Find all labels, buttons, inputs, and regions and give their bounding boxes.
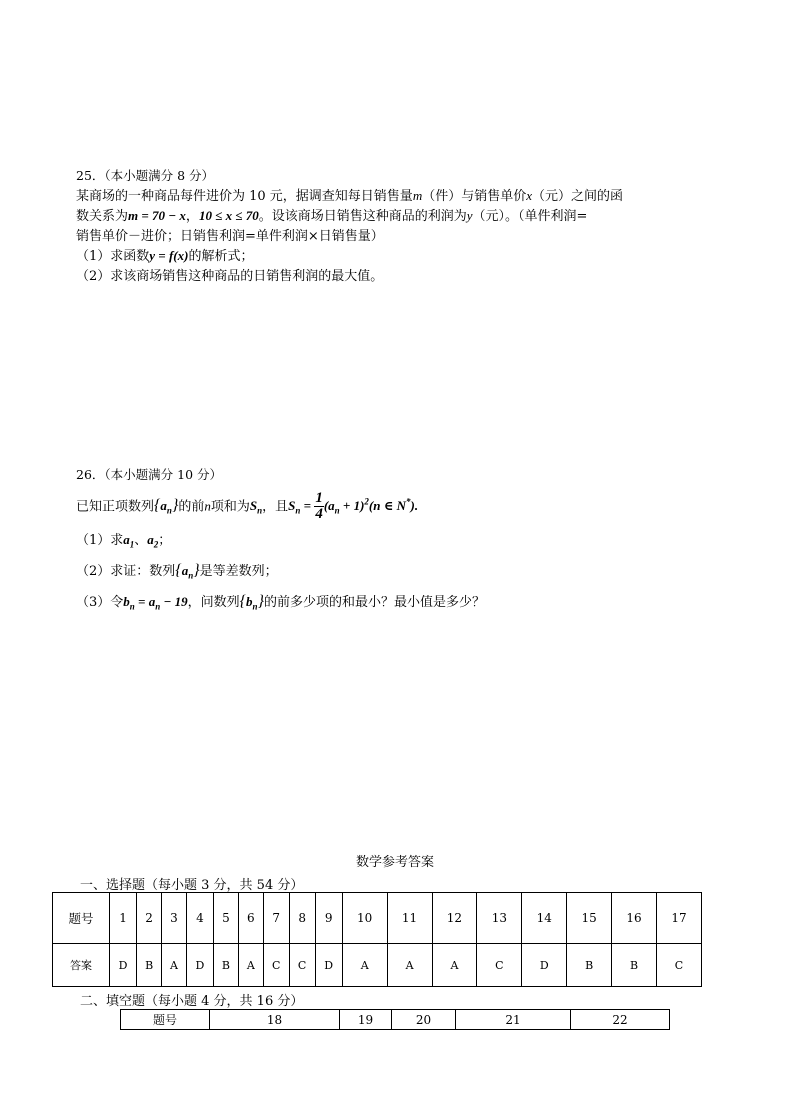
q26-sequence-an: $\{a_n\}$ — [154, 496, 179, 516]
choice-number-cell: 7 — [263, 893, 289, 944]
choice-header-label: 题号 — [53, 893, 110, 944]
q26-sum-formula: $S_n$ = $\frac{1}{4}$ $(a_n + 1)^2(n$ ∈ N*). — [288, 490, 419, 523]
fill-answer-table — [120, 1009, 670, 1030]
choice-answer-cell: B — [137, 944, 162, 987]
choice-answer-cell: A — [162, 944, 187, 987]
choice-section-title: 一、选择题（每小题 3 分，共 54 分） — [80, 878, 304, 893]
choice-answer-row — [53, 944, 702, 987]
q26-part-1: （1）求$a_1$、$a_2$； — [76, 532, 172, 551]
choice-answer-cell: C — [289, 944, 315, 987]
q26-part-2: （2）求证：数列$\{a_n\}$是等差数列； — [76, 562, 278, 581]
q26-part-3: （3）令$b_n = a_n - 19$，问数列$\{b_n\}$的前多少项的和最小？最小值是多少？ — [76, 592, 485, 612]
fill-header-label: 题号 — [121, 1010, 210, 1030]
question-26 — [76, 465, 666, 619]
choice-number-cell: 1 — [110, 893, 137, 944]
choice-answer-cell: D — [186, 944, 213, 987]
q25-formula-domain: 10 ≤ x ≤ 70 — [198, 208, 259, 223]
q26-header: 26．（本小题满分 10 分） — [76, 467, 223, 482]
q25-part-1: （1）求函数y = f(x)的解析式； — [76, 248, 254, 264]
fill-number-cell: 19 — [340, 1010, 392, 1030]
q25-formula-m: m = 70 − x — [128, 208, 186, 223]
fraction-one-quarter: $\frac{1}{4}$ — [315, 490, 323, 523]
choice-number-cell: 11 — [387, 893, 432, 944]
fill-number-cell: 18 — [210, 1010, 340, 1030]
choice-answer-cell: C — [656, 944, 701, 987]
fill-number-cell: 20 — [392, 1010, 456, 1030]
choice-answer-cell: C — [477, 944, 522, 987]
choice-number-row — [53, 893, 702, 944]
choice-answer-cell: B — [213, 944, 238, 987]
q25-function-formula: y = f(x) — [149, 248, 189, 263]
choice-number-cell: 8 — [289, 893, 315, 944]
choice-number-cell: 16 — [612, 893, 657, 944]
choice-number-cell: 9 — [315, 893, 342, 944]
choice-answer-cell: D — [522, 944, 567, 987]
q25-line-3: 销售单价－进价；日销售利润=单件利润×日销售量） — [76, 228, 384, 244]
fill-number-row — [121, 1010, 670, 1030]
q25-header: 25．（本小题满分 8 分） — [76, 168, 215, 183]
choice-answer-cell: B — [612, 944, 657, 987]
choice-answer-cell: A — [239, 944, 264, 987]
choice-answer-cell: A — [432, 944, 477, 987]
q26-sum-sn: $S_n$ — [249, 497, 263, 516]
choice-number-cell: 17 — [656, 893, 701, 944]
choice-answer-cell: C — [263, 944, 289, 987]
choice-number-cell: 12 — [432, 893, 477, 944]
choice-number-cell: 10 — [342, 893, 387, 944]
choice-answer-cell: D — [110, 944, 137, 987]
q25-line-1: 某商场的一种商品每件进价为 10 元，据调查知每日销售量m（件）与销售单价x（元）之间的函 — [76, 187, 624, 204]
choice-answer-label: 答案 — [53, 944, 110, 987]
choice-answer-table — [52, 892, 702, 987]
fill-number-cell: 22 — [571, 1010, 670, 1030]
choice-answer-cell: D — [315, 944, 342, 987]
choice-number-cell: 14 — [522, 893, 567, 944]
choice-answer-cell: A — [387, 944, 432, 987]
answer-key-title: 数学参考答案 — [355, 855, 434, 870]
q25-line-2: 数关系为m = 70 − x，10 ≤ x ≤ 70。设该商场日销售这种商品的利润为y（元）。（单件利润= — [76, 208, 588, 224]
choice-number-cell: 2 — [137, 893, 162, 944]
q25-part-2: （2）求该商场销售这种商品的日销售利润的最大值。 — [76, 268, 384, 284]
choice-number-cell: 6 — [239, 893, 264, 944]
choice-number-cell: 15 — [567, 893, 612, 944]
choice-answer-cell: B — [567, 944, 612, 987]
q26-bn-formula: $b_n = a_n - 19$ — [123, 593, 188, 612]
fill-number-cell: 21 — [456, 1010, 571, 1030]
fill-section-title: 二、填空题（每小题 4 分，共 16 分） — [80, 994, 304, 1009]
choice-number-cell: 5 — [213, 893, 238, 944]
choice-number-cell: 13 — [477, 893, 522, 944]
question-25 — [76, 166, 666, 286]
choice-answer-cell: A — [342, 944, 387, 987]
choice-number-cell: 4 — [186, 893, 213, 944]
q26-line-1: 已知正项数列$\{a_n\}$的前n项和为$S_n$，且$S_n$ = $\frac{1}{4}$ $(a_n + 1)^2(n$ ∈ N*). — [76, 490, 419, 523]
choice-number-cell: 3 — [162, 893, 187, 944]
